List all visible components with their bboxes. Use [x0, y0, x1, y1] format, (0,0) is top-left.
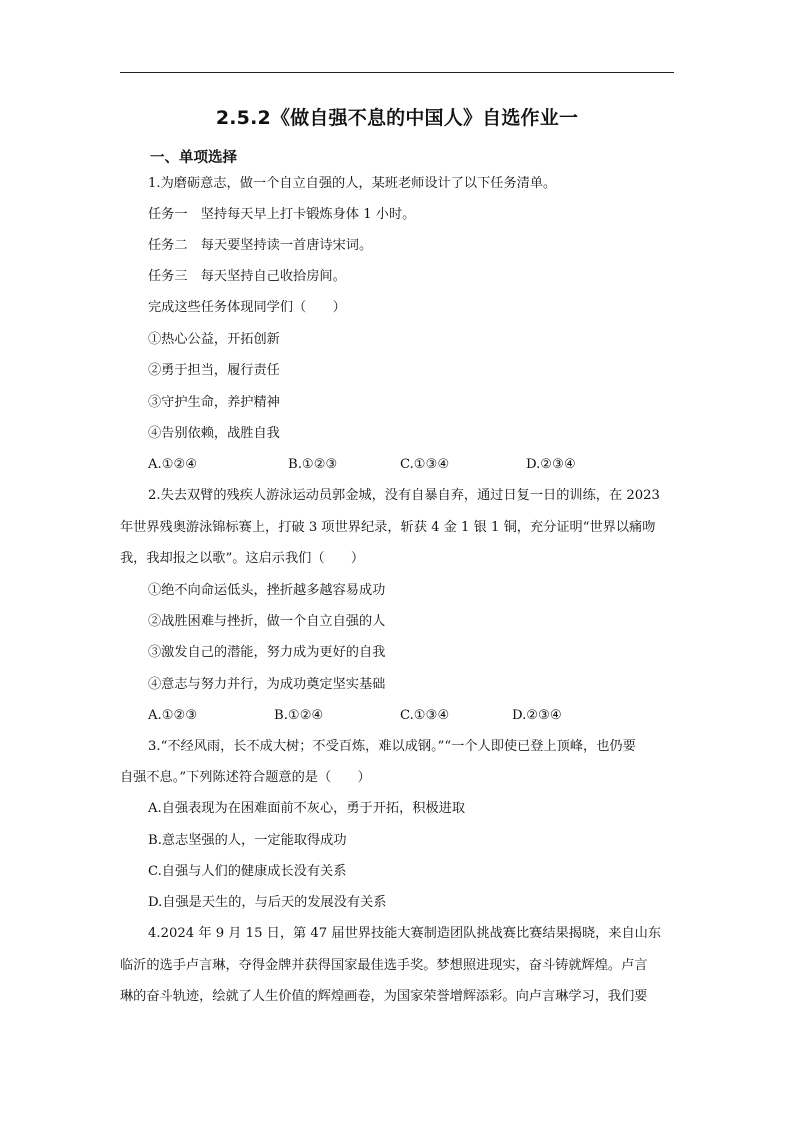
q2-stem-line: 年世界残奥游泳锦标赛上，打破 3 项世界纪录，斩获 4 金 1 银 1 铜，充分证明“世界以痛吻 — [120, 520, 656, 535]
q1-item: ①热心公益，开拓创新 — [148, 332, 280, 347]
q1-item: ②勇于担当，履行责任 — [148, 363, 280, 378]
q4-stem-line: 临沂的选手卢言琳，夺得金牌并获得国家最佳选手奖。梦想照进现实，奋斗铸就辉煌。卢言 — [120, 958, 648, 973]
q1-task: 任务三 每天坚持自己收拾房间。 — [148, 269, 346, 284]
q2-item: ①绝不向命运低头，挫折越多越容易成功 — [148, 583, 386, 598]
q2-item: ②战胜困难与挫折，做一个自立自强的人 — [148, 614, 386, 629]
q2-option-b[interactable]: B.①②④ — [274, 708, 324, 723]
q3-stem-line: 3.“不经风雨，长不成大树；不受百炼，难以成钢。”“一个人即使已登上顶峰，也仍要 — [148, 739, 636, 754]
q3-option-a[interactable]: A.自强表现为在困难面前不灰心，勇于开拓，积极进取 — [148, 801, 466, 816]
page-title: 2.5.2《做自强不息的中国人》自选作业一 — [215, 107, 579, 129]
q4-stem-line: 琳的奋斗轨迹，绘就了人生价值的辉煌画卷，为国家荣誉增辉添彩。向卢言琳学习，我们要 — [120, 989, 648, 1004]
q3-option-b[interactable]: B.意志坚强的人，一定能取得成功 — [148, 833, 347, 848]
q3-option-c[interactable]: C.自强与人们的健康成长没有关系 — [148, 864, 347, 879]
section-heading: 一、单项选择 — [150, 150, 237, 166]
q1-option-d[interactable]: D.②③④ — [526, 457, 576, 472]
q1-stem: 1.为磨砺意志，做一个自立自强的人，某班老师设计了以下任务清单。 — [148, 176, 557, 191]
q1-task: 任务一 坚持每天早上打卡锻炼身体 1 小时。 — [148, 207, 416, 222]
q4-stem-line: 4.2024 年 9 月 15 日，第 47 届世界技能大赛制造团队挑战赛比赛结果揭晓，来自山东 — [148, 926, 662, 941]
q1-task: 任务二 每天要坚持读一首唐诗宋词。 — [148, 238, 373, 253]
q2-item: ③激发自己的潜能，努力成为更好的自我 — [148, 645, 386, 660]
q1-question: 完成这些任务体现同学们（ ） — [148, 300, 346, 315]
q1-item: ④告别依赖，战胜自我 — [148, 426, 280, 441]
q2-option-a[interactable]: A.①②③ — [148, 708, 198, 723]
q2-stem-line: 2.失去双臂的残疾人游泳运动员郭金城，没有自暴自弃，通过日复一日的训练，在 2023 — [148, 488, 660, 503]
q1-option-b[interactable]: B.①②③ — [288, 457, 338, 472]
q2-option-d[interactable]: D.②③④ — [512, 708, 562, 723]
q3-stem-line: 自强不息。”下列陈述符合题意的是（ ） — [120, 770, 371, 785]
q2-stem-line: 我，我却报之以歌”。这启示我们（ ） — [120, 551, 365, 566]
header-rule — [120, 72, 674, 73]
q1-option-a[interactable]: A.①②④ — [148, 457, 198, 472]
q1-item: ③守护生命，养护精神 — [148, 395, 280, 410]
q2-option-c[interactable]: C.①③④ — [400, 708, 450, 723]
q2-item: ④意志与努力并行，为成功奠定坚实基础 — [148, 677, 386, 692]
q1-option-c[interactable]: C.①③④ — [400, 457, 450, 472]
q3-option-d[interactable]: D.自强是天生的，与后天的发展没有关系 — [148, 895, 387, 910]
